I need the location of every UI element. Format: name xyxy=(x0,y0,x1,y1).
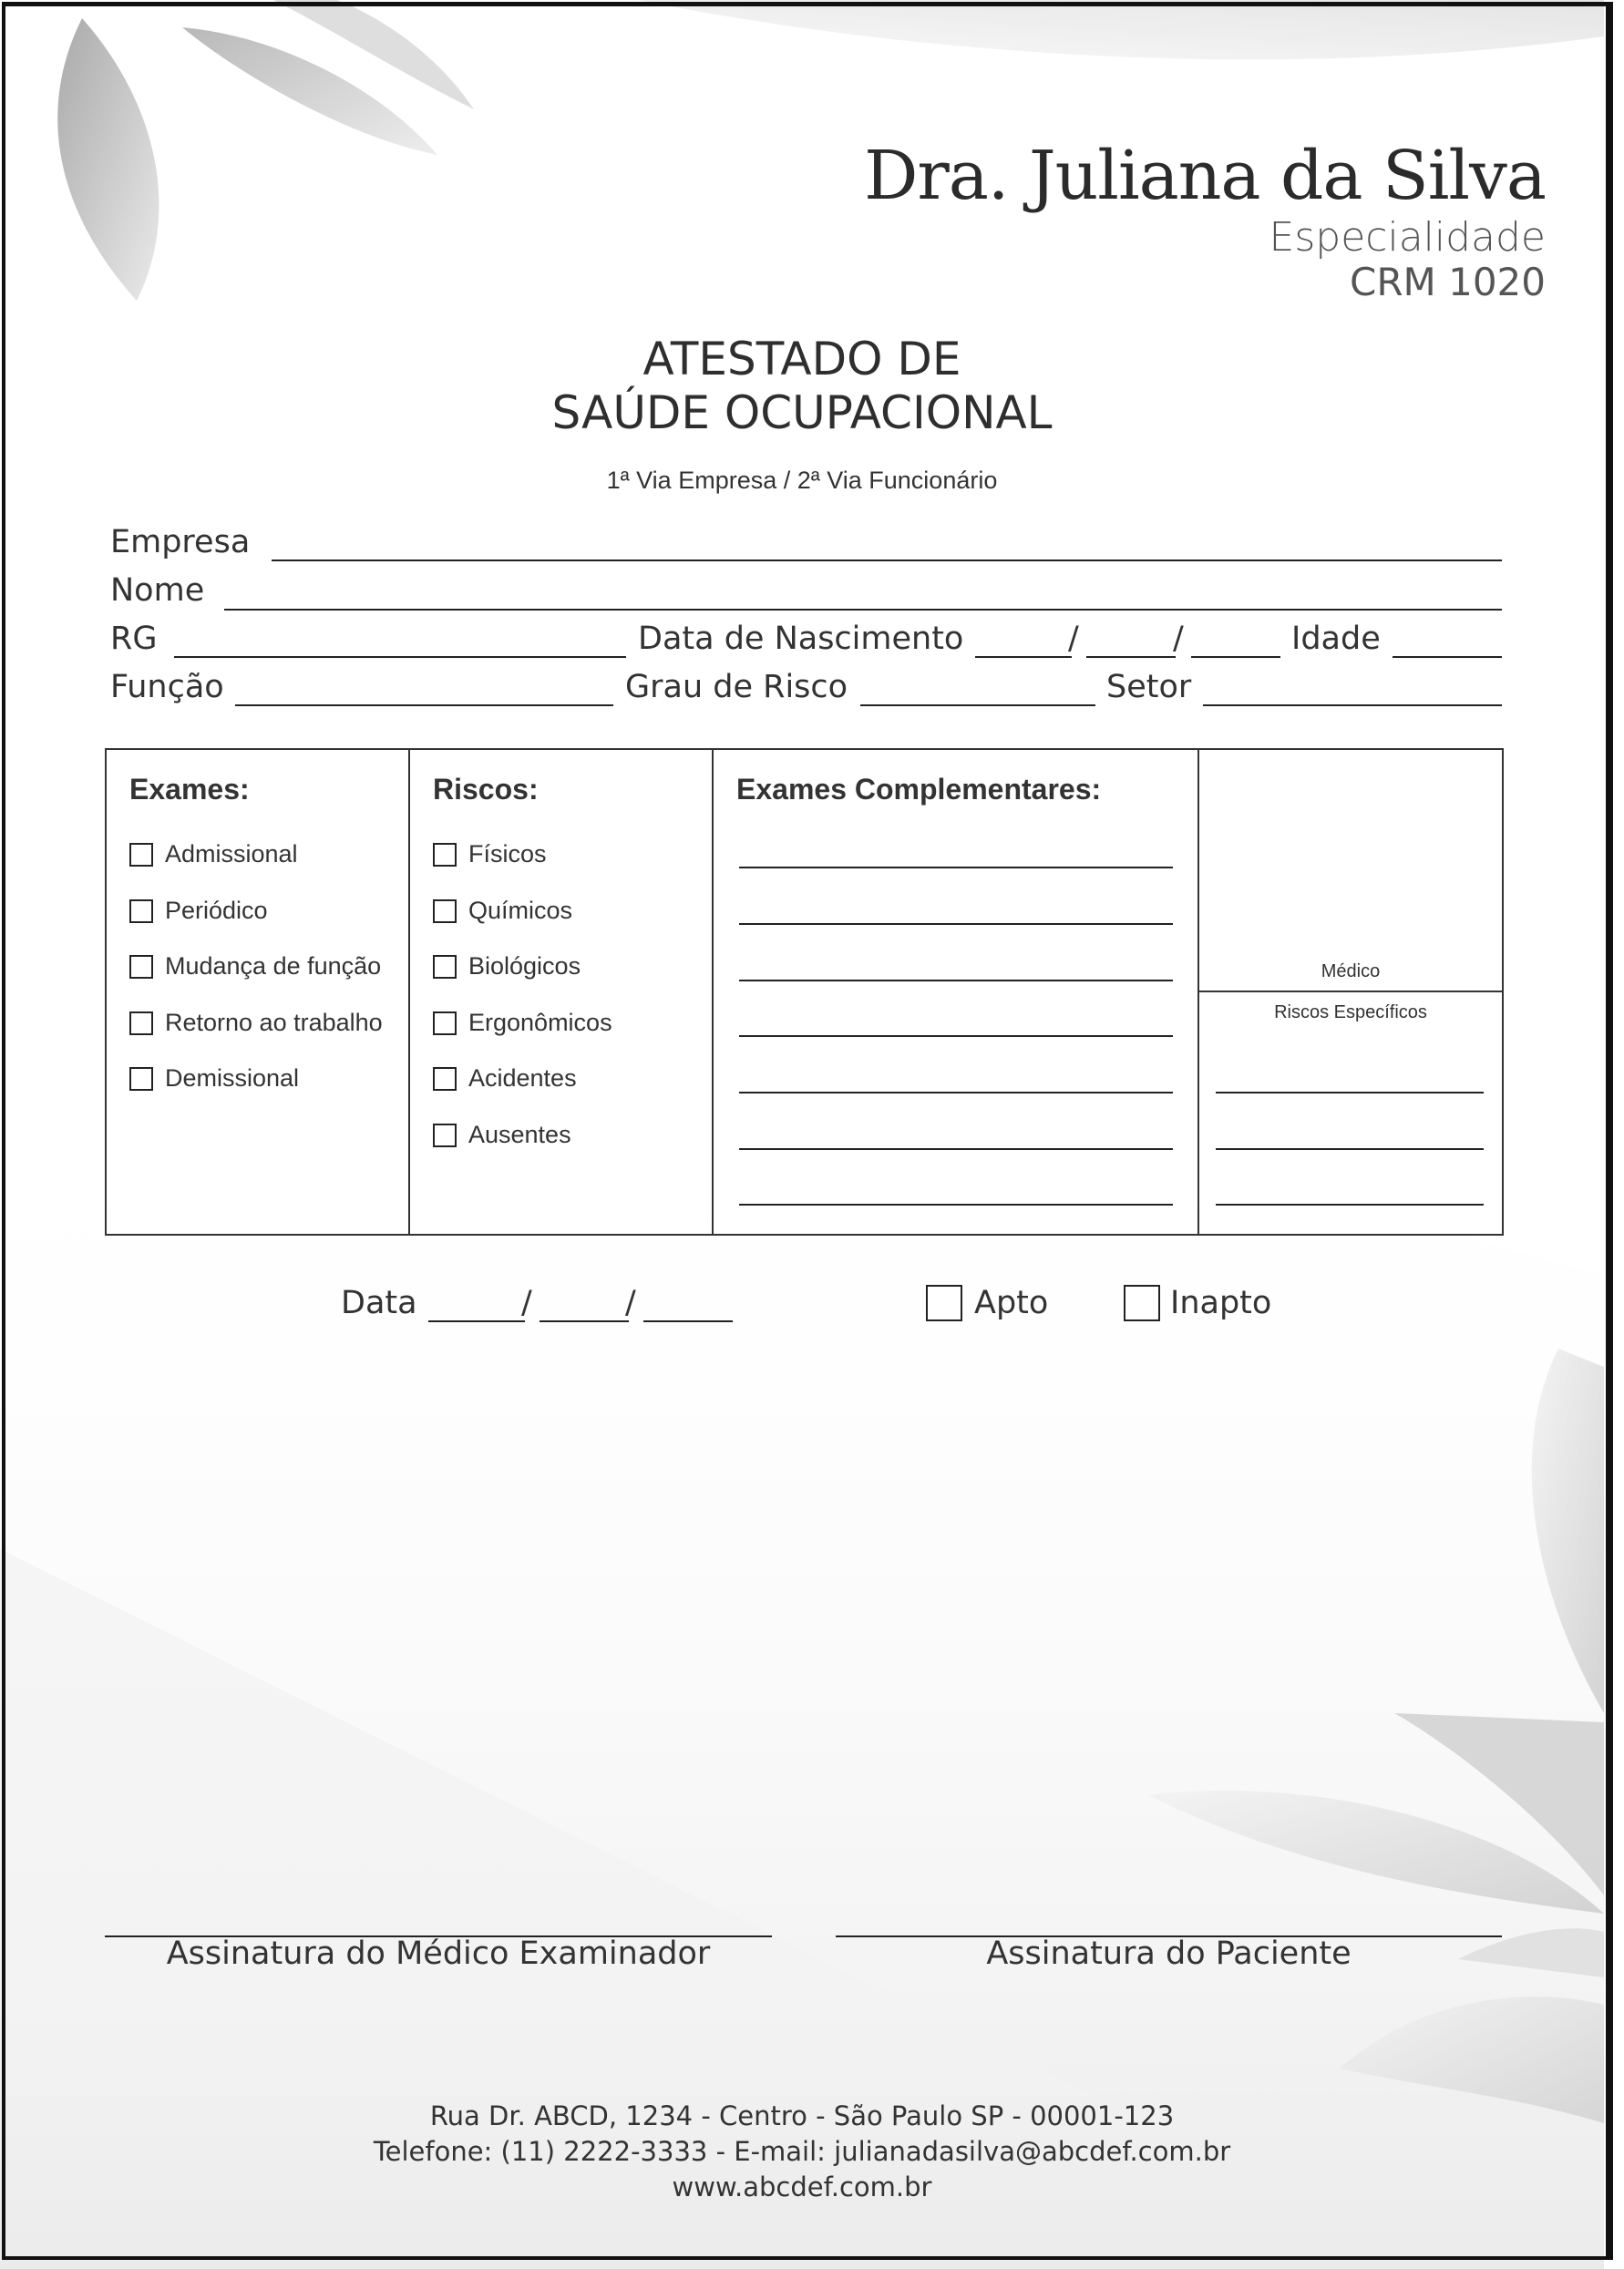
medico-signature-label: Assinatura do Médico Examinador xyxy=(166,1935,711,1972)
doctor-name: Dra. Juliana da Silva xyxy=(864,137,1546,215)
retorno-trabalho-checkbox[interactable] xyxy=(129,1011,153,1035)
quimicos-label: Químicos xyxy=(468,897,573,924)
medico-label: Médico xyxy=(1321,961,1381,981)
nome-label: Nome xyxy=(110,572,205,609)
data-month-field[interactable] xyxy=(540,1320,629,1322)
ergonomicos-checkbox[interactable] xyxy=(433,1011,457,1035)
demissional-checkbox[interactable] xyxy=(129,1067,153,1091)
complementar-line[interactable] xyxy=(739,980,1173,981)
data-day-field[interactable] xyxy=(428,1320,525,1322)
nascimento-month-field[interactable] xyxy=(1086,656,1176,658)
admissional-checkbox[interactable] xyxy=(129,843,153,867)
complementar-line[interactable] xyxy=(739,923,1173,925)
ergonomicos-label: Ergonômicos xyxy=(468,1009,612,1036)
empresa-field[interactable] xyxy=(272,560,1502,561)
funcao-field[interactable] xyxy=(235,704,613,706)
exames-header: Exames: xyxy=(129,773,250,806)
periodico-checkbox[interactable] xyxy=(129,899,153,923)
idade-label: Idade xyxy=(1291,621,1381,657)
paciente-signature-label: Assinatura do Paciente xyxy=(986,1935,1352,1972)
nascimento-year-field[interactable] xyxy=(1191,656,1280,658)
biologicos-checkbox[interactable] xyxy=(433,955,457,979)
date-separator: / xyxy=(1068,621,1079,657)
setor-field[interactable] xyxy=(1203,704,1502,706)
footer-address: Rua Dr. ABCD, 1234 - Centro - São Paulo SP - 00001-123 xyxy=(429,2100,1175,2131)
date-separator: / xyxy=(625,1285,636,1321)
medico-divider xyxy=(1197,991,1504,992)
inapto-checkbox[interactable] xyxy=(1124,1285,1160,1321)
document-title-line2: SAÚDE OCUPACIONAL xyxy=(551,386,1053,439)
risco-especifico-line[interactable] xyxy=(1216,1148,1484,1150)
apto-checkbox[interactable] xyxy=(926,1285,962,1321)
data-nascimento-label: Data de Nascimento xyxy=(638,621,964,657)
document-subtitle: 1ª Via Empresa / 2ª Via Funcionário xyxy=(606,467,998,494)
column-divider xyxy=(712,748,714,1236)
nome-field[interactable] xyxy=(224,609,1502,611)
data-year-field[interactable] xyxy=(643,1320,733,1322)
empresa-label: Empresa xyxy=(110,524,251,560)
doctor-crm: CRM 1020 xyxy=(1350,260,1546,304)
riscos-header: Riscos: xyxy=(433,773,539,806)
funcao-label: Função xyxy=(110,669,224,705)
nascimento-day-field[interactable] xyxy=(975,656,1072,658)
doctor-specialty: Especialidade xyxy=(1269,214,1546,261)
complementar-line[interactable] xyxy=(739,867,1173,868)
inapto-label: Inapto xyxy=(1170,1285,1272,1321)
retorno-trabalho-label: Retorno ao trabalho xyxy=(165,1009,383,1036)
footer-contact: Telefone: (11) 2222-3333 - E-mail: julianadasilva@abcdef.com.br xyxy=(373,2136,1231,2167)
setor-label: Setor xyxy=(1106,669,1192,705)
admissional-label: Admissional xyxy=(165,840,298,868)
exames-complementares-header: Exames Complementares: xyxy=(736,773,1102,806)
apto-label: Apto xyxy=(974,1285,1049,1321)
riscos-especificos-label: Riscos Específicos xyxy=(1274,1002,1427,1022)
quimicos-checkbox[interactable] xyxy=(433,899,457,923)
date-separator: / xyxy=(521,1285,532,1321)
rg-field[interactable] xyxy=(174,656,626,658)
mudanca-funcao-checkbox[interactable] xyxy=(129,955,153,979)
document-title-line1: ATESTADO DE xyxy=(642,333,961,385)
complementar-line[interactable] xyxy=(739,1092,1173,1093)
idade-field[interactable] xyxy=(1393,656,1502,658)
complementar-line[interactable] xyxy=(739,1148,1173,1150)
demissional-label: Demissional xyxy=(165,1064,300,1092)
mudanca-funcao-label: Mudança de função xyxy=(165,952,382,980)
ausentes-checkbox[interactable] xyxy=(433,1124,457,1147)
acidentes-checkbox[interactable] xyxy=(433,1067,457,1091)
complementar-line[interactable] xyxy=(739,1035,1173,1037)
biologicos-label: Biológicos xyxy=(468,952,581,980)
fisicos-label: Físicos xyxy=(468,840,547,868)
acidentes-label: Acidentes xyxy=(468,1064,577,1092)
periodico-label: Periódico xyxy=(165,897,268,924)
complementar-line[interactable] xyxy=(739,1204,1173,1206)
rg-label: RG xyxy=(110,621,158,657)
footer-website: www.abcdef.com.br xyxy=(672,2171,932,2202)
date-separator: / xyxy=(1173,621,1184,657)
grau-risco-field[interactable] xyxy=(860,704,1095,706)
risco-especifico-line[interactable] xyxy=(1216,1092,1484,1093)
column-divider xyxy=(408,748,410,1236)
data-label: Data xyxy=(341,1285,417,1321)
grau-risco-label: Grau de Risco xyxy=(625,669,848,705)
risco-especifico-line[interactable] xyxy=(1216,1204,1484,1206)
ausentes-label: Ausentes xyxy=(468,1121,571,1148)
fisicos-checkbox[interactable] xyxy=(433,843,457,867)
